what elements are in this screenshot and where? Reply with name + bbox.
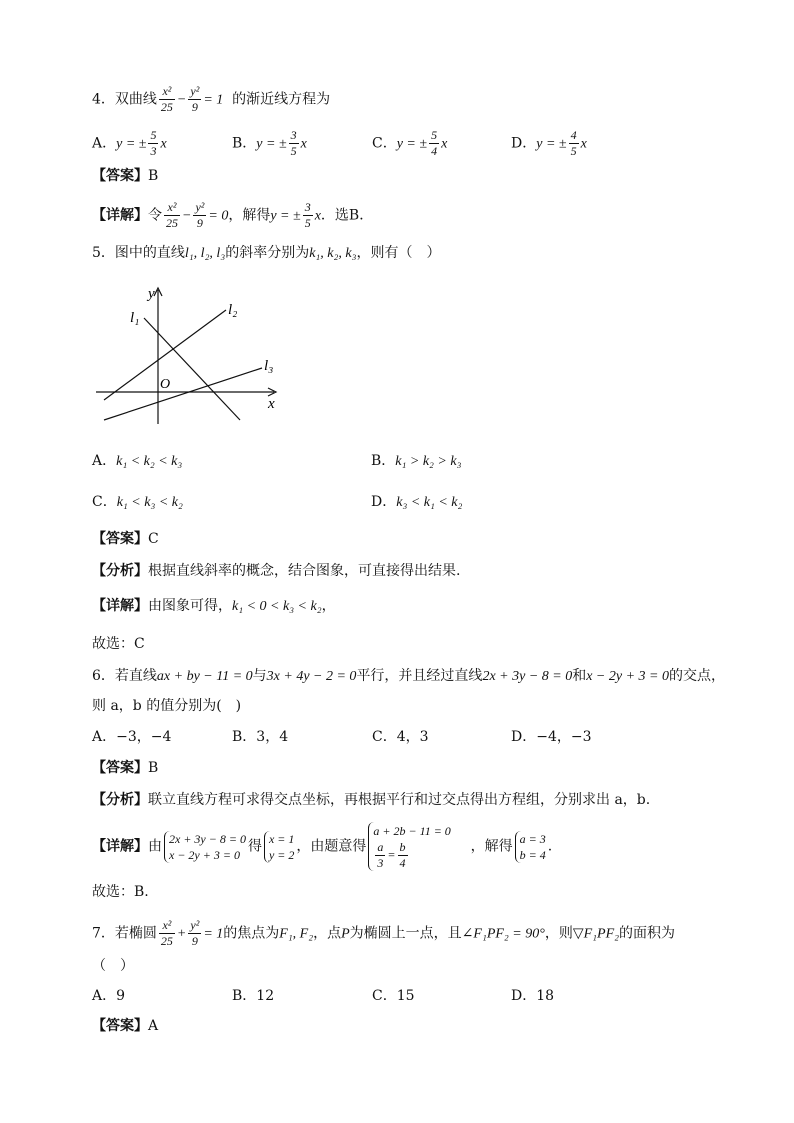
q4-option-c[interactable]: C．y = ± $\frac{5}{4}$ x bbox=[372, 128, 448, 158]
q6-answer: 【答案】B bbox=[92, 760, 159, 776]
y-axis-label: y bbox=[148, 286, 155, 302]
label-l1: l₁ bbox=[130, 310, 140, 326]
q5-analysis: 【分析】根据直线斜率的概念，结合图象，可直接得出结果. bbox=[92, 563, 461, 579]
label-l2: l₂ bbox=[228, 302, 238, 318]
q6-option-b[interactable]: B．3，4 bbox=[232, 729, 289, 745]
q7-option-c[interactable]: C．15 bbox=[372, 988, 415, 1004]
q6-option-d[interactable]: D．−4，−3 bbox=[511, 729, 592, 745]
label-l3: l₃ bbox=[264, 358, 274, 374]
q7-answer: 【答案】A bbox=[92, 1018, 159, 1034]
q6-analysis: 【分析】联立直线方程可求得交点坐标，再根据平行和过交点得出方程组，分别求出 a，b. bbox=[92, 792, 651, 808]
q5-choose: 故选：C bbox=[92, 636, 145, 652]
q4-detail: 【详解】令 $\frac{\text{x²}}{25}$ − $\frac{\text{y²}}{9}$ = 0，解得y = ± $\frac{3}{5}$ x．选B． bbox=[92, 200, 374, 230]
q4-stem: 4．双曲线 $\frac{\text{x²}}{25}$ − $\frac{\text{y²}}{9}$ = 1 的渐近线方程为 bbox=[92, 84, 331, 114]
q7-option-d[interactable]: D．18 bbox=[511, 988, 555, 1004]
q5-detail: 【详解】由图象可得，k₁ < 0 < k₃ < k₂， bbox=[92, 598, 336, 614]
q5-option-d[interactable]: D．k₃ < k₁ < k₂ bbox=[371, 494, 463, 510]
q5-answer: 【答案】C bbox=[92, 531, 159, 547]
origin-label: O bbox=[160, 377, 171, 392]
q7-option-b[interactable]: B．12 bbox=[232, 988, 275, 1004]
q6-stem: 6．若直线ax + by − 11 = 0与3x + 4y − 2 = 0平行，并且经过直线2x + 3y − 8 = 0和x − 2y + 3 = 0的交点， bbox=[92, 668, 725, 684]
q7-paren: （ ） bbox=[92, 958, 134, 974]
q4-option-d[interactable]: D．y = ± $\frac{4}{5}$ x bbox=[511, 128, 587, 158]
q4-answer: 【答案】B bbox=[92, 168, 159, 184]
q5-stem: 5．图中的直线l₁, l₂, l₃的斜率分别为k₁, k₂, k₃，则有（ ） bbox=[92, 245, 441, 261]
q4-option-b[interactable]: B．y = ± $\frac{3}{5}$ x bbox=[232, 128, 307, 158]
q5-option-c[interactable]: C．k₁ < k₃ < k₂ bbox=[92, 494, 183, 510]
q6-stem-line2: 则 a，b 的值分别为( ) bbox=[92, 698, 242, 714]
line-l3 bbox=[104, 368, 262, 420]
q7-stem: 7．若椭圆 $\frac{\text{x²}}{25}$ + $\frac{\text{y²}}{9}$ = 1的焦点为F₁, F₂，点P为椭圆上一点，且∠F₁PF₂ = 90°，则▽F₁PF₂的面积为 bbox=[92, 918, 675, 948]
q6-choose: 故选：B. bbox=[92, 884, 149, 900]
q6-option-a[interactable]: A．−3，−4 bbox=[92, 729, 172, 745]
q6-detail: 【详解】由 2x + 3y − 8 = 0 x − 2y + 3 = 0 得 x = 1 y = 2 ，由题意得 a + 2b − 11 = 0 $\frac{a}{3}$ = $\frac{b}{4}$ ，解得 a = 3 b = 4 . bbox=[92, 824, 553, 870]
q7-option-a[interactable]: A．9 bbox=[92, 988, 126, 1004]
q5-option-a[interactable]: A．k₁ < k₂ < k₃ bbox=[92, 453, 183, 469]
slope-diagram bbox=[92, 282, 292, 432]
q5-option-b[interactable]: B．k₁ > k₂ > k₃ bbox=[371, 453, 462, 469]
q4-option-a[interactable]: A．y = ± $\frac{5}{3}$ x bbox=[92, 128, 167, 158]
x-axis-label: x bbox=[268, 396, 275, 412]
q6-option-c[interactable]: C．4，3 bbox=[372, 729, 429, 745]
